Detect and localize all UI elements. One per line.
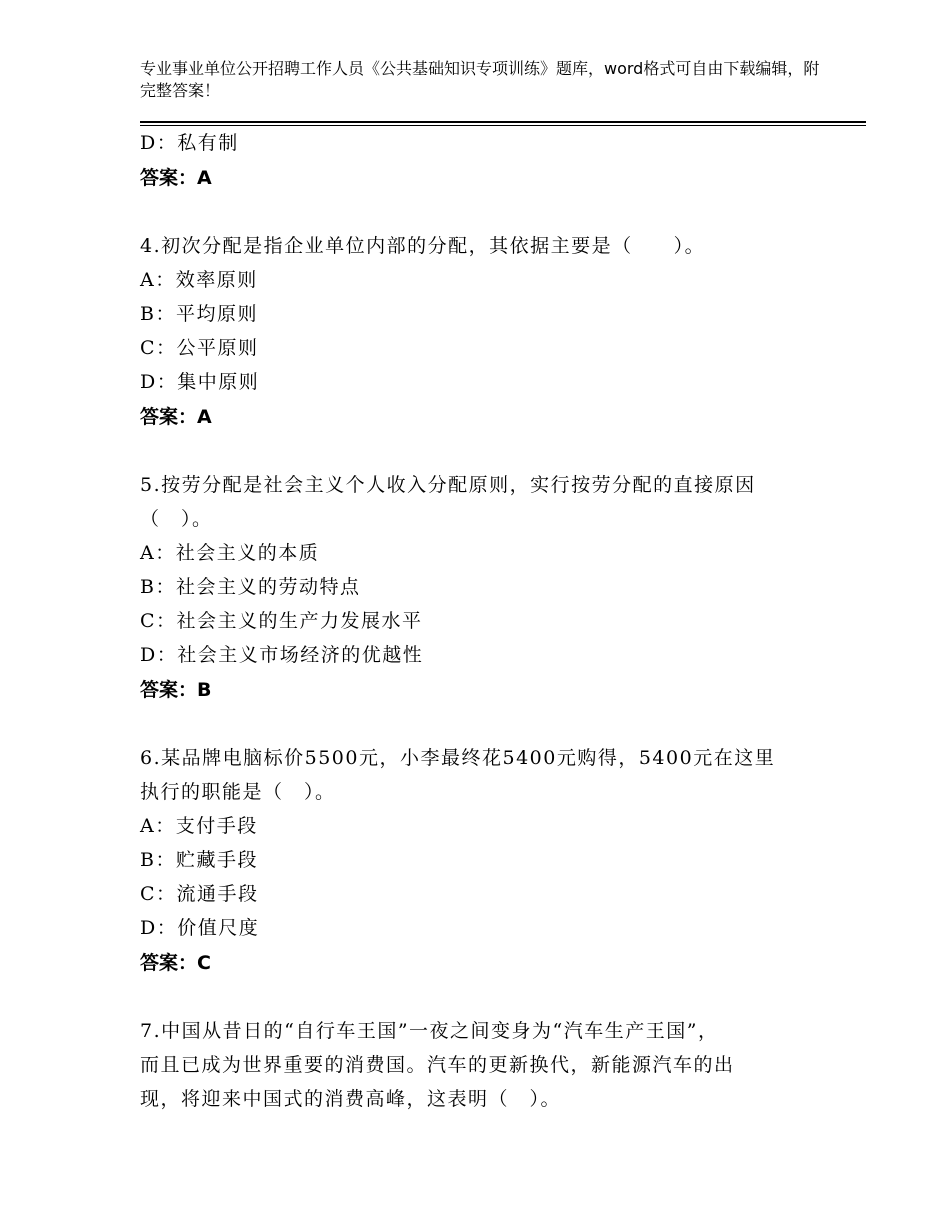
q4-answer: 答案：A xyxy=(140,406,212,428)
q5-option-b: B：社会主义的劳动特点 xyxy=(140,576,361,598)
q5-answer: 答案：B xyxy=(140,679,212,701)
q5-option-d: D：社会主义市场经济的优越性 xyxy=(140,644,424,666)
q7-stem-line3: 现，将迎来中国式的消费高峰，这表明（ ）。 xyxy=(140,1088,562,1110)
q6-option-b: B：贮藏手段 xyxy=(140,849,258,871)
header-text: 专业事业单位公开招聘工作人员《公共基础知识专项训练》题库，word格式可自由下载编辑，附完整答案！ xyxy=(140,59,820,100)
q5-stem-line2: （ ）。 xyxy=(140,508,213,530)
q3-option-d: D：私有制 xyxy=(140,132,239,154)
q6-option-d: D：价值尺度 xyxy=(140,917,260,939)
header-divider-thin xyxy=(140,125,866,126)
q4-option-a: A：效率原则 xyxy=(140,269,258,291)
q3-answer: 答案：A xyxy=(140,167,212,189)
q4-option-d: D：集中原则 xyxy=(140,371,260,393)
q6-stem-line2: 执行的职能是（ ）。 xyxy=(140,781,336,803)
q6-stem-line1: 6.某品牌电脑标价5500元，小李最终花5400元购得，5400元在这里 xyxy=(140,747,776,769)
q7-stem-line2: 而且已成为世界重要的消费国。汽车的更新换代，新能源汽车的出 xyxy=(140,1054,735,1076)
q4-option-b: B：平均原则 xyxy=(140,303,258,325)
q6-answer: 答案：C xyxy=(140,952,211,974)
q5-option-a: A：社会主义的本质 xyxy=(140,542,320,564)
q4-option-c: C：公平原则 xyxy=(140,337,259,359)
q6-option-a: A：支付手段 xyxy=(140,815,258,837)
q7-stem-line1: 7.中国从昔日的“自行车王国”一夜之间变身为“汽车生产王国”， xyxy=(140,1020,719,1042)
document-header xyxy=(140,58,820,102)
q4-stem: 4.初次分配是指企业单位内部的分配，其依据主要是（ ）。 xyxy=(140,235,706,257)
q5-stem-line1: 5.按劳分配是社会主义个人收入分配原则，实行按劳分配的直接原因 xyxy=(140,474,756,496)
header-divider-thick xyxy=(140,121,866,123)
q6-option-c: C：流通手段 xyxy=(140,883,259,905)
q5-option-c: C：社会主义的生产力发展水平 xyxy=(140,610,423,632)
